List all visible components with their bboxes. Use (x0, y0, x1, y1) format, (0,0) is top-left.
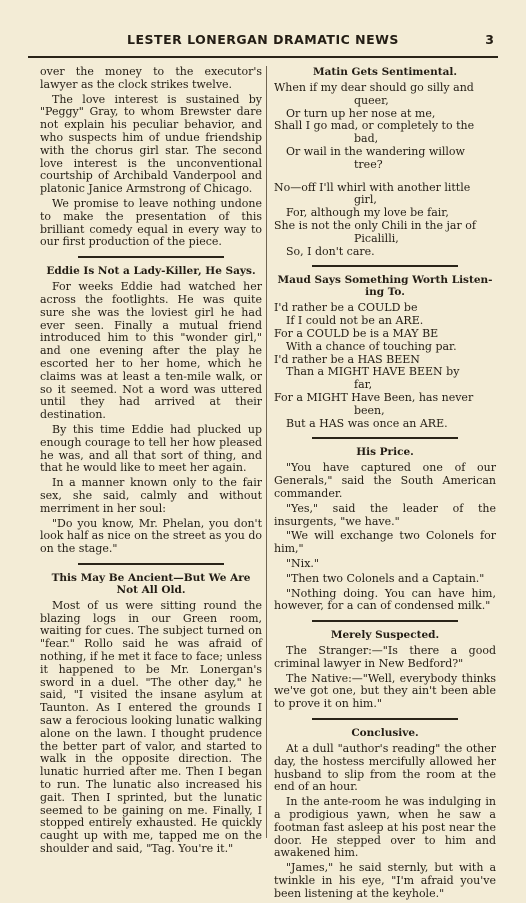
verse-line: I'd rather be a HAS BEEN (274, 353, 420, 366)
article-suspected (274, 629, 496, 711)
publication-title: LESTER LONERGAN DRAMATIC NEWS (127, 32, 399, 47)
poem-maud (274, 274, 496, 430)
article-heading: Conclusive. (351, 727, 419, 740)
right-column (274, 66, 496, 903)
verse-line: When if my dear should go silly and (274, 82, 474, 94)
article-conclusive (274, 727, 496, 901)
verse-line: girl, (354, 194, 377, 207)
article-paragraph: The Native:—"Well, everybody thinks we've got one, but they ain't been able to prove it on him." (274, 671, 496, 711)
column-divider (266, 66, 267, 838)
heading-line: ing To. (365, 286, 405, 299)
article-paragraph: over the money to the executor's lawyer as the clock strikes twelve. (40, 65, 262, 91)
article-heading: Merely Suspected. (330, 629, 440, 642)
article-paragraph: Most of us were sitting round the blazing logs in our Green room, waiting for cues. The subject turned on "fear." Rollo said he was afraid of nothing, if he met it face to face; unless it happened to be Mr. Lonergan's sword in a duel. "The other day," he said, "I visited the insane asylum at Taunton. As I entered the grounds I saw a ferocious looking lunatic walking alone on the lawn. I thought prudence the better part of valor, and started to walk in the opposite direction. The lunatic hurried after me. Then I began to run. The lunatic also increased his gait. Then I sprinted, but the lunatic seemed to be gaining on me. Finally, I stopped entirely exhausted. He quickly caught up with me, tapped me on the shoulder and said, "Tag. You're it." (40, 598, 262, 856)
verse-line: For, although my love be fair, (286, 207, 449, 220)
article-paragraph: "Do you know, Mr. Phelan, you don't look half as nice on the street as you do on the stage." (40, 516, 262, 556)
article-paragraph: In the ante-room he was indulging in a prodigious yawn, when he saw a footman fast asleep at his post near the door. He stepped over to him and awakened him. (274, 795, 496, 860)
poem-matin (274, 66, 496, 258)
verse-line: But a HAS was once an ARE. (286, 417, 448, 430)
section-divider (312, 620, 458, 622)
article-paragraph: The love interest is sustained by "Peggy" Gray, to whom Brewster dare not explain his peculiar behavior, and who suspects him of undue friendship with the chorus girl star. The second love interest is the unconventional courtship of Archibald Vanderpool and platonic Janice Armstrong of Chicago. (40, 92, 262, 196)
verse-line: been, (354, 404, 385, 417)
article-paragraph: In a manner known only to the fair sex, she said, calmly and without merriment in her soul: (40, 476, 262, 515)
article-paragraph: "Nix." (286, 556, 319, 570)
heading-line: Not All Old. (116, 583, 186, 596)
verse-line: For a COULD be is a MAY BE (274, 327, 439, 340)
article-heading: His Price. (356, 446, 414, 459)
article-paragraph: "Then two Colonels and a Captain." (286, 571, 485, 585)
verse-line: tree? (354, 158, 383, 171)
article-paragraph: "You have captured one of our Generals," said the South American commander. (274, 461, 496, 500)
article-heading: Eddie Is Not a Lady-Killer, He Says. (46, 265, 256, 278)
verse-line: No—off I'll whirl with another little (274, 181, 471, 194)
article-eddie (40, 265, 262, 556)
verse-line: Picalilli, (354, 232, 399, 245)
left-column (40, 66, 262, 858)
verse-line: I'd rather be a COULD be (274, 302, 418, 315)
verse-line: So, I don't care. (286, 245, 375, 258)
heading-line: This May Be Ancient—But We Are (51, 571, 251, 584)
stanza-gap (274, 172, 496, 182)
article-paragraph: At a dull "author's reading" the other day, the hostess mercifully allowed her husband to slip from the room at the end of an hour. (274, 742, 496, 794)
article-paragraph: For weeks Eddie had watched her across the footlights. He was quite sure she was the loviest girl he had ever seen. Finally a mutual friend introduced him to this "wonder girl," and one evening after the play he escorted her to her home, which he claims was at least a ten-mile walk, or so it seemed. Not a word was uttered until they had arrived at their destination. (40, 280, 262, 422)
article-brewster-continued (40, 66, 262, 249)
verse-line: She is not the only Chili in the jar of (274, 219, 476, 232)
section-divider (78, 563, 224, 565)
verse-line: Shall I go mad, or completely to the (274, 120, 475, 133)
article-paragraph: "James," he said sternly, but with a twinkle in his eye, "I'm afraid you've been listening at the keyhole." (274, 861, 496, 900)
section-divider (312, 718, 458, 720)
article-heading (40, 572, 262, 596)
article-paragraph: "We will exchange two Colonels for him," (274, 529, 496, 556)
article-heading (274, 274, 496, 298)
page-number: 3 (485, 32, 494, 47)
verse-line: With a chance of touching par. (286, 340, 457, 353)
article-paragraph: By this time Eddie had plucked up enough courage to tell her how pleased he was, and all that sort of thing, and that he would like to meet her again. (40, 422, 262, 475)
verse-line: far, (354, 379, 373, 392)
verse-line: If I could not be an ARE. (286, 315, 424, 328)
article-ancient (40, 572, 262, 856)
article-paragraph: We promise to leave nothing undone to make the presentation of this brilliant comedy equal in every way to our first production of the piece. (40, 196, 262, 249)
section-divider (312, 437, 458, 439)
section-divider (78, 256, 224, 258)
verse-line: For a MIGHT Have Been, has never (274, 391, 474, 404)
article-paragraph: "Nothing doing. You can have him, however, for a can of condensed milk." (274, 586, 496, 613)
verse-line: queer, (354, 94, 389, 107)
heading-line: Maud Says Something Worth Listen- (277, 274, 493, 287)
verse-line: bad, (354, 133, 379, 146)
article-paragraph: "Yes," said the leader of the insurgents, "we have." (274, 501, 496, 528)
article-heading: Matin Gets Sentimental. (312, 66, 458, 78)
article-paragraph: The Stranger:—"Is there a good criminal lawyer in New Bedford?" (274, 644, 496, 670)
page-header (28, 26, 498, 58)
verse-line: Than a MIGHT HAVE BEEN by (286, 366, 460, 379)
verse-line: Or turn up her nose at me, (286, 107, 436, 120)
verse-line: Or wail in the wandering willow (286, 145, 465, 158)
article-price (274, 446, 496, 613)
section-divider (312, 265, 458, 267)
